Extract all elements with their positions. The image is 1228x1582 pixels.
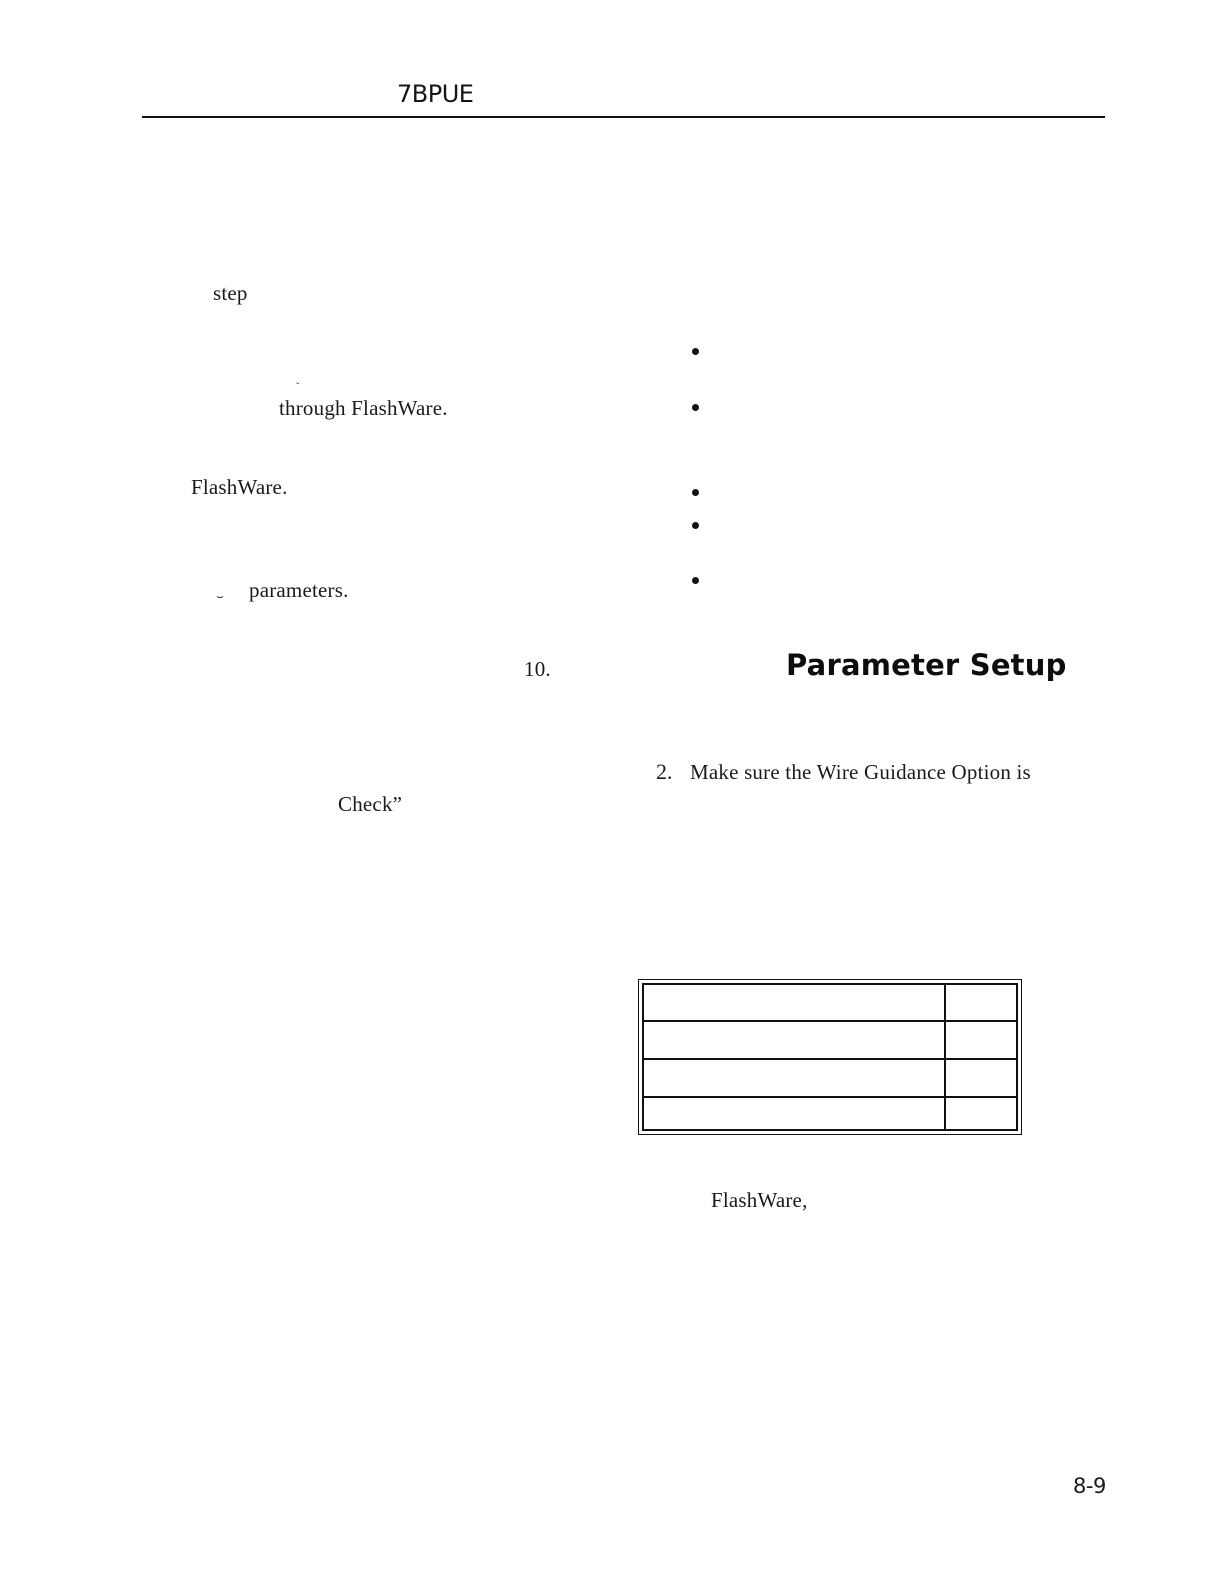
table-row-divider (644, 1020, 1016, 1022)
page-header-title: 7BPUE (397, 80, 474, 108)
bullet-icon (692, 404, 699, 411)
bullet-icon (692, 522, 699, 529)
step-text: Make sure the Wire Guidance Option is (690, 760, 1031, 784)
table-row-divider (644, 1096, 1016, 1098)
bullet-icon (692, 348, 699, 355)
scan-artifact: ⌣ (216, 589, 224, 603)
scan-artifact: ˇ (296, 382, 300, 393)
left-fragment-step-number: 10. (524, 657, 551, 681)
left-fragment-flashware: FlashWare. (191, 475, 288, 499)
parameter-table-grid (642, 983, 1018, 1131)
table-row-divider (644, 1058, 1016, 1060)
bullet-icon (692, 577, 699, 584)
header-rule (142, 116, 1105, 118)
left-fragment-through-flashware: through FlashWare. (279, 396, 448, 420)
left-fragment-check: Check” (338, 792, 403, 816)
step-number: 2. (656, 759, 673, 784)
right-fragment-flashware: FlashWare, (711, 1188, 808, 1212)
parameter-table (638, 979, 1022, 1135)
section-heading: Parameter Setup (786, 648, 1067, 682)
left-fragment-step: step (213, 281, 248, 305)
bullet-icon (692, 489, 699, 496)
left-fragment-parameters: parameters. (249, 578, 349, 602)
page-number: 8-9 (1073, 1474, 1106, 1498)
table-column-divider (944, 985, 946, 1129)
